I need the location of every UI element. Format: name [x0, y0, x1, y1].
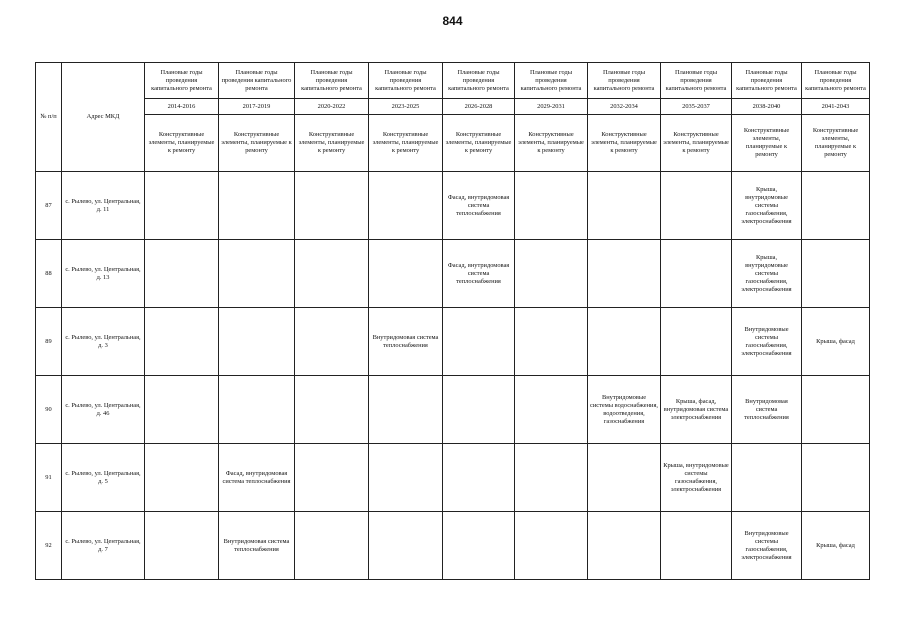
repair-cell [295, 444, 369, 512]
repair-cell [295, 512, 369, 580]
repair-cell: Крыша, внутридомовые системы газоснабжения, электроснабжения [732, 240, 802, 308]
repair-cell [295, 172, 369, 240]
repair-cell [145, 240, 219, 308]
header-elements: Конструктивные элементы, планируемые к ремонту [515, 115, 588, 172]
repair-cell [443, 376, 515, 444]
table-row [36, 444, 870, 512]
header-period: 2032-2034 [588, 99, 661, 115]
header-years-caption: Плановые годы проведения капитального ремонта [369, 63, 443, 99]
header-years-caption: Плановые годы проведения капитального ремонта [145, 63, 219, 99]
repair-cell [515, 444, 588, 512]
repair-cell: Крыша, фасад [802, 512, 870, 580]
repair-cell [369, 376, 443, 444]
repair-cell [588, 240, 661, 308]
repair-cell [802, 376, 870, 444]
repair-cell [219, 308, 295, 376]
table-row [36, 240, 870, 308]
header-period: 2029-2031 [515, 99, 588, 115]
row-number: 91 [36, 444, 62, 512]
row-address: с. Рылево, ул. Центральная, д. 7 [62, 512, 145, 580]
repair-cell [145, 512, 219, 580]
header-period: 2014-2016 [145, 99, 219, 115]
header-years-caption: Плановые годы проведения капитального ремонта [295, 63, 369, 99]
row-address: с. Рылево, ул. Центральная, д. 13 [62, 240, 145, 308]
repair-cell [661, 512, 732, 580]
repair-cell: Крыша, внутридомовые системы газоснабжения, электроснабжения [661, 444, 732, 512]
row-address: с. Рылево, ул. Центральная, д. 46 [62, 376, 145, 444]
header-elements: Конструктивные элементы, планируемые к ремонту [661, 115, 732, 172]
repair-cell: Фасад, внутридомовая система теплоснабжения [443, 240, 515, 308]
header-elements: Конструктивные элементы, планируемые к ремонту [802, 115, 870, 172]
repair-cell [515, 240, 588, 308]
repair-cell [661, 172, 732, 240]
header-years-caption: Плановые годы проведения капитального ремонта [588, 63, 661, 99]
header-years-caption: Плановые годы проведения капитального ремонта [802, 63, 870, 99]
table-header [36, 63, 870, 172]
repair-cell [145, 376, 219, 444]
repair-cell [219, 172, 295, 240]
repair-cell [443, 444, 515, 512]
row-number: 92 [36, 512, 62, 580]
repair-schedule-table [35, 62, 870, 580]
repair-cell [443, 308, 515, 376]
repair-cell [732, 444, 802, 512]
repair-cell [219, 240, 295, 308]
header-elements: Конструктивные элементы, планируемые к ремонту [732, 115, 802, 172]
repair-cell [295, 308, 369, 376]
header-elements: Конструктивные элементы, планируемые к ремонту [219, 115, 295, 172]
repair-cell [369, 172, 443, 240]
repair-cell [295, 240, 369, 308]
repair-cell [588, 172, 661, 240]
repair-cell [802, 172, 870, 240]
repair-cell [443, 512, 515, 580]
header-period: 2017-2019 [219, 99, 295, 115]
repair-cell [295, 376, 369, 444]
repair-cell [802, 444, 870, 512]
repair-cell: Крыша, фасад, внутридомовая система электроснабжения [661, 376, 732, 444]
row-number: 90 [36, 376, 62, 444]
header-elements: Конструктивные элементы, планируемые к ремонту [588, 115, 661, 172]
repair-cell [145, 172, 219, 240]
table-row [36, 308, 870, 376]
repair-cell [145, 444, 219, 512]
repair-cell [219, 376, 295, 444]
row-number: 87 [36, 172, 62, 240]
repair-cell [145, 308, 219, 376]
header-period: 2038-2040 [732, 99, 802, 115]
header-number: № п/п [36, 63, 62, 172]
table-row [36, 172, 870, 240]
repair-cell [661, 308, 732, 376]
repair-cell [802, 240, 870, 308]
repair-cell [515, 376, 588, 444]
repair-cell: Внутридомовые системы газоснабжения, электроснабжения [732, 512, 802, 580]
repair-cell: Крыша, фасад [802, 308, 870, 376]
row-address: с. Рылево, ул. Центральная, д. 11 [62, 172, 145, 240]
header-years-caption: Плановые годы проведения капитального ремонта [515, 63, 588, 99]
table-body [36, 172, 870, 580]
repair-cell: Внутридомовые системы водоснабжения, водоотведения, газоснабжения [588, 376, 661, 444]
repair-cell: Внутридомовые системы газоснабжения, электроснабжения [732, 308, 802, 376]
row-address: с. Рылево, ул. Центральная, д. 3 [62, 308, 145, 376]
header-elements: Конструктивные элементы, планируемые к ремонту [369, 115, 443, 172]
row-number: 88 [36, 240, 62, 308]
repair-cell [588, 308, 661, 376]
repair-cell: Фасад, внутридомовая система теплоснабжения [443, 172, 515, 240]
header-period: 2041-2043 [802, 99, 870, 115]
header-elements: Конструктивные элементы, планируемые к ремонту [145, 115, 219, 172]
table-row [36, 376, 870, 444]
repair-cell: Внутридомовая система теплоснабжения [219, 512, 295, 580]
row-address: с. Рылево, ул. Центральная, д. 5 [62, 444, 145, 512]
repair-cell [369, 444, 443, 512]
repair-cell: Фасад, внутридомовая система теплоснабжения [219, 444, 295, 512]
header-elements: Конструктивные элементы, планируемые к ремонту [295, 115, 369, 172]
repair-cell [515, 308, 588, 376]
header-period: 2035-2037 [661, 99, 732, 115]
row-number: 89 [36, 308, 62, 376]
repair-cell [515, 172, 588, 240]
header-period: 2020-2022 [295, 99, 369, 115]
repair-cell [369, 240, 443, 308]
page-number: 844 [442, 14, 463, 28]
repair-cell [588, 444, 661, 512]
header-years-caption: Плановые годы проведения капитального ремонта [661, 63, 732, 99]
repair-cell: Внутридомовая система теплоснабжения [732, 376, 802, 444]
repair-cell [369, 512, 443, 580]
header-elements: Конструктивные элементы, планируемые к ремонту [443, 115, 515, 172]
table-row [36, 512, 870, 580]
repair-cell: Внутридомовая система теплоснабжения [369, 308, 443, 376]
repair-cell [515, 512, 588, 580]
header-years-caption: Плановые годы проведения капитального ремонта [443, 63, 515, 99]
repair-cell: Крыша, внутридомовые системы газоснабжения, электроснабжения [732, 172, 802, 240]
repair-cell [588, 512, 661, 580]
repair-cell [661, 240, 732, 308]
header-address: Адрес МКД [62, 63, 145, 172]
header-years-caption: Плановые годы проведения капитального ремонта [219, 63, 295, 99]
header-period: 2023-2025 [369, 99, 443, 115]
header-years-caption: Плановые годы проведения капитального ремонта [732, 63, 802, 99]
header-period: 2026-2028 [443, 99, 515, 115]
